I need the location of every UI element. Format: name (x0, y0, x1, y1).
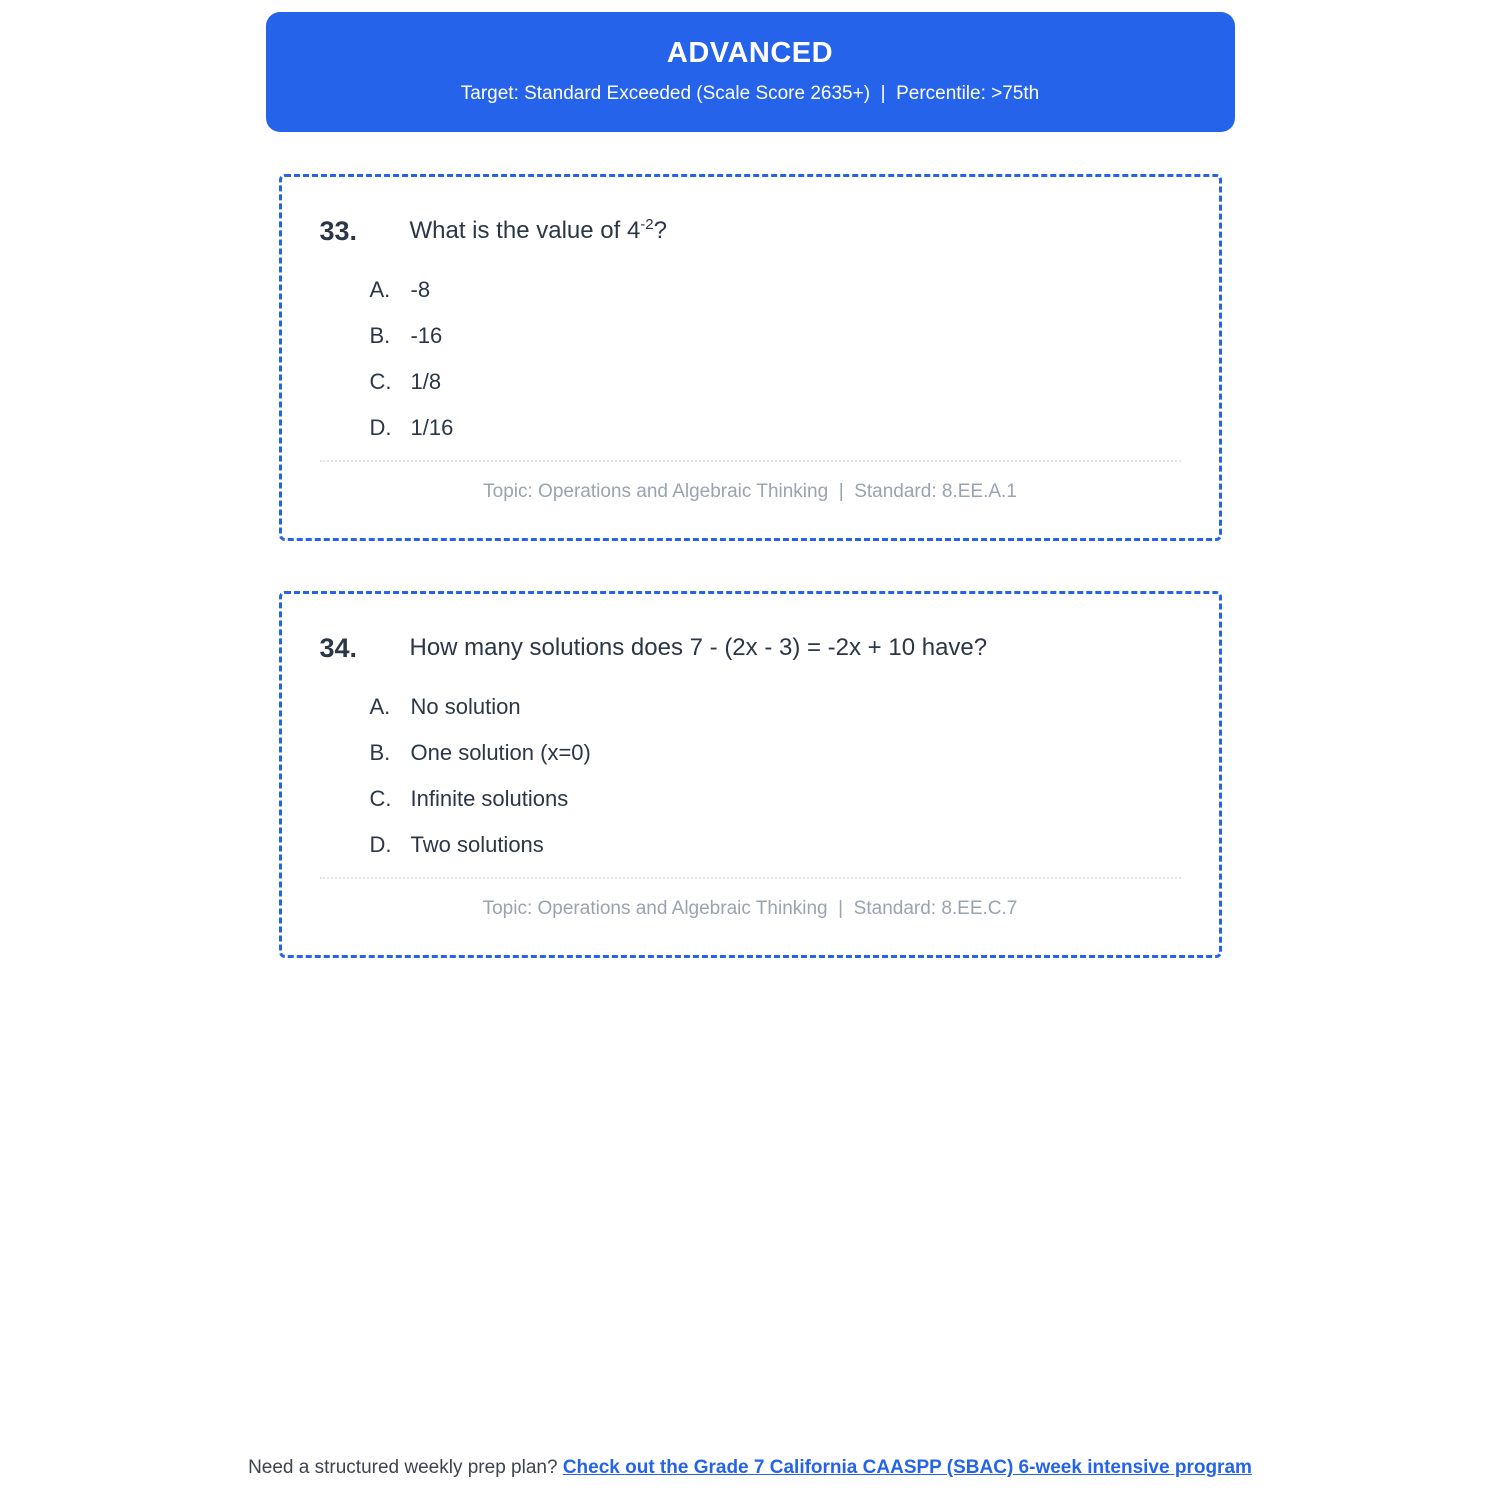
option-letter: B. (369, 740, 391, 765)
option-row-c (370, 785, 1181, 813)
question-text-prefix: How many solutions does 7 - (2x - 3) = -2x + 10 have? (409, 634, 988, 661)
level-title: ADVANCED (666, 37, 834, 69)
divider (320, 460, 1181, 462)
option-row-b (370, 322, 1181, 350)
option-letter: D. (369, 832, 392, 857)
option-letter: C. (369, 786, 392, 811)
footer-program-link[interactable]: Check out the Grade 7 California CAASPP (SBAC) 6-week intensive program (562, 1457, 1252, 1478)
options-list (370, 276, 1181, 442)
option-text: 1/8 (410, 369, 442, 394)
footer-cta (0, 1456, 1500, 1480)
question-meta: Topic: Operations and Algebraic Thinking | Standard: 8.EE.A.1 (483, 481, 1017, 502)
option-row-b (370, 739, 1181, 767)
question-card-34 (279, 591, 1222, 958)
option-row-c (370, 368, 1181, 396)
question-text-suffix: ? (653, 217, 667, 244)
question-text (410, 215, 668, 247)
question-number: 33. (319, 216, 358, 246)
option-row-a (370, 693, 1181, 721)
question-meta: Topic: Operations and Algebraic Thinking | Standard: 8.EE.C.7 (482, 898, 1018, 919)
option-text: Infinite solutions (410, 786, 569, 811)
question-exponent: -2 (640, 216, 654, 233)
option-letter: A. (369, 277, 391, 302)
question-number: 34. (319, 633, 358, 663)
level-subtitle: Target: Standard Exceeded (Scale Score 2635+) | Percentile: >75th (460, 83, 1040, 104)
option-row-d (370, 414, 1181, 442)
question-row (320, 215, 1181, 247)
option-letter: D. (369, 415, 392, 440)
footer-prompt: Need a structured weekly prep plan? (248, 1457, 563, 1478)
question-text-prefix: What is the value of 4 (409, 217, 641, 244)
level-banner (266, 12, 1235, 132)
options-list (370, 693, 1181, 859)
option-text: One solution (x=0) (410, 740, 591, 765)
question-row (320, 632, 1181, 664)
question-card-33 (279, 174, 1222, 541)
option-letter: C. (369, 369, 392, 394)
option-letter: B. (369, 323, 391, 348)
option-text: -8 (410, 277, 431, 302)
option-letter: A. (369, 694, 391, 719)
divider (320, 877, 1181, 879)
option-row-a (370, 276, 1181, 304)
option-text: 1/16 (410, 415, 454, 440)
option-row-d (370, 831, 1181, 859)
option-text: No solution (410, 694, 521, 719)
option-text: -16 (410, 323, 443, 348)
question-text (410, 632, 988, 664)
option-text: Two solutions (410, 832, 544, 857)
